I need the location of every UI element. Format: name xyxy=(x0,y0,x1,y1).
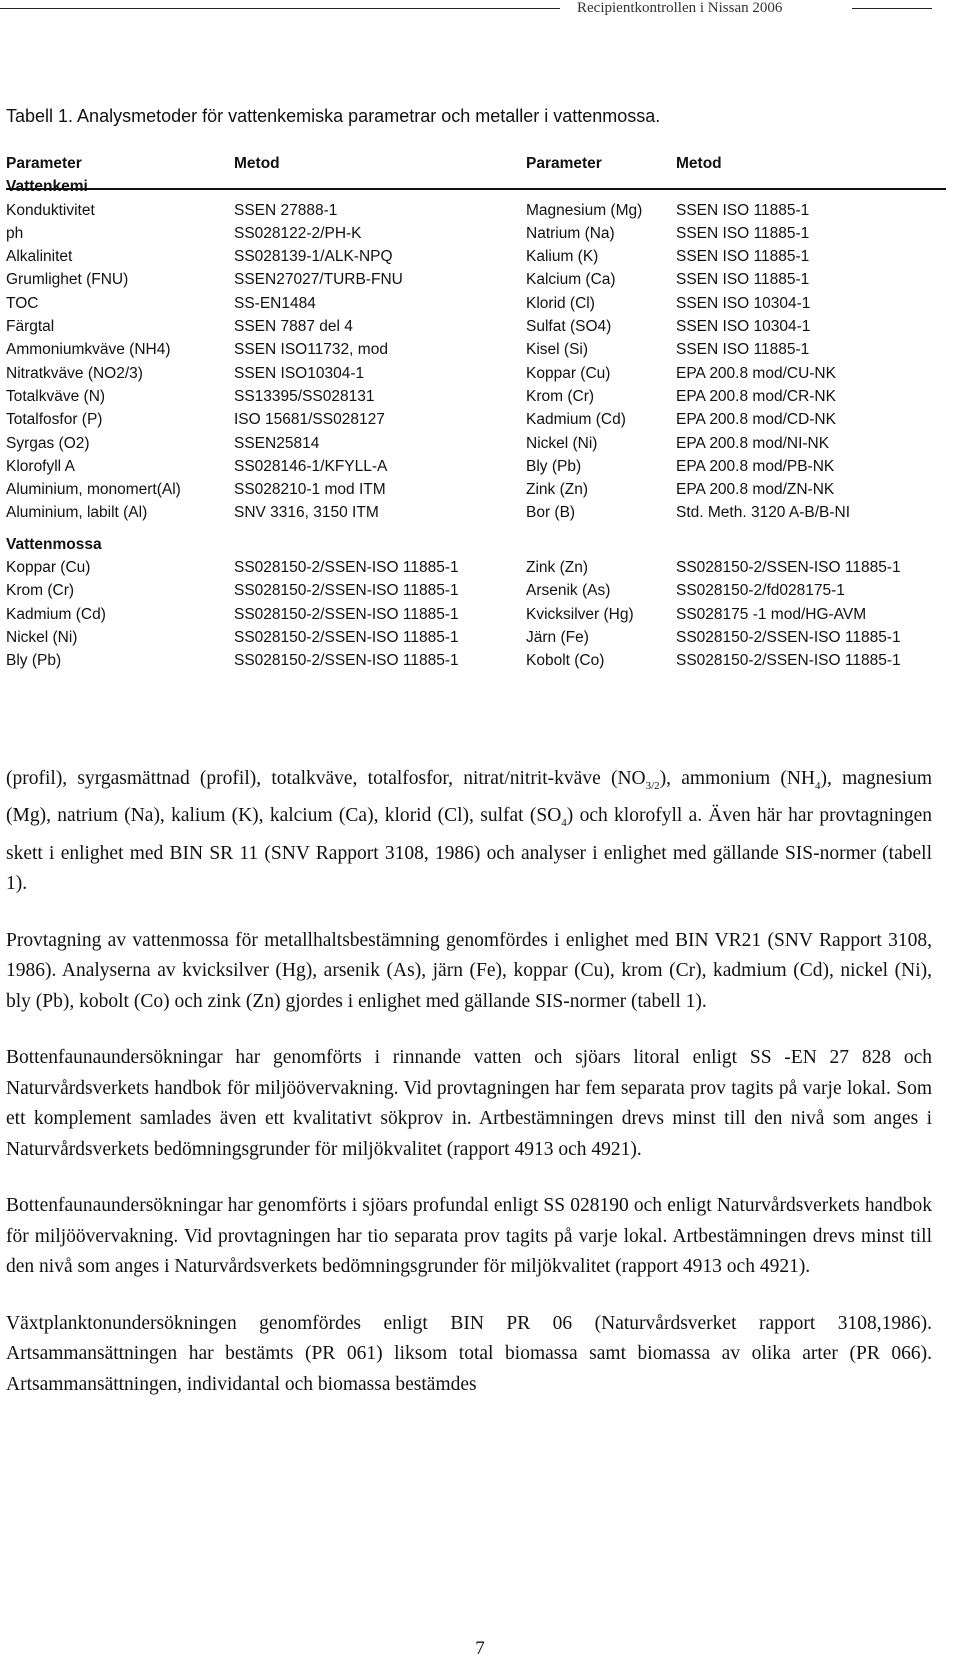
table-cell: SS028175 -1 mod/HG-AVM xyxy=(676,605,867,623)
table-row xyxy=(6,294,960,317)
table-cell: SS028150-2/SSEN-ISO 11885-1 xyxy=(234,559,459,577)
table-cell: SS028150-2/SSEN-ISO 11885-1 xyxy=(234,605,459,623)
column-header: Metod xyxy=(234,155,280,172)
table-cell: Sulfat (SO4) xyxy=(526,318,612,336)
table-cell: SSEN25814 xyxy=(234,434,320,452)
table-cell: Totalfosfor (P) xyxy=(6,411,103,429)
table-cell: EPA 200.8 mod/ZN-NK xyxy=(676,481,835,499)
table-cell: TOC xyxy=(6,294,39,312)
table-row xyxy=(6,410,960,433)
table-caption: Tabell 1. Analysmetoder för vattenkemiska parametrar och metaller i vattenmossa. xyxy=(6,106,661,126)
table-cell: Aluminium, labilt (Al) xyxy=(6,504,148,522)
table-cell: Nickel (Ni) xyxy=(6,628,78,646)
table-cell: Syrgas (O2) xyxy=(6,434,90,452)
table-cell: Zink (Zn) xyxy=(526,559,588,577)
table-row xyxy=(6,317,960,340)
table-cell: SS028150-2/SSEN-ISO 11885-1 xyxy=(676,652,901,670)
table-cell: SSEN ISO 10304-1 xyxy=(676,294,811,312)
table-row xyxy=(6,387,960,410)
table-cell: Kisel (Si) xyxy=(526,341,589,359)
table-cell: Zink (Zn) xyxy=(526,481,588,499)
table-cell: Färgtal xyxy=(6,318,55,336)
table-cell: Krom (Cr) xyxy=(6,582,75,600)
page-number: 7 xyxy=(475,1638,485,1659)
section-title-row xyxy=(6,177,960,200)
section-title: Vattenmossa xyxy=(6,535,102,553)
table-row xyxy=(6,434,960,457)
table-cell: SS-EN1484 xyxy=(234,294,316,312)
table-cell: Nickel (Ni) xyxy=(526,434,598,452)
table-cell: SS028122-2/PH-K xyxy=(234,224,362,242)
table-row xyxy=(6,558,960,581)
column-header: Parameter xyxy=(526,155,602,172)
table-cell: EPA 200.8 mod/NI-NK xyxy=(676,434,830,452)
table-cell: Kalcium (Ca) xyxy=(526,271,616,289)
table-cell: SSEN ISO 11885-1 xyxy=(676,201,810,219)
header-rule-left xyxy=(0,8,560,9)
table-cell: SS028146-1/KFYLL-A xyxy=(234,457,388,475)
table-cell: SSEN ISO11732, mod xyxy=(234,341,388,359)
table-cell: Arsenik (As) xyxy=(526,582,611,600)
table-cell: Kadmium (Cd) xyxy=(526,411,626,429)
table-cell: Bly (Pb) xyxy=(526,457,582,475)
table-row xyxy=(6,581,960,604)
table-cell: SSEN ISO 11885-1 xyxy=(676,341,810,359)
table-cell: Kvicksilver (Hg) xyxy=(526,605,634,623)
table-cell: SS028150-2/SSEN-ISO 11885-1 xyxy=(676,559,901,577)
table-cell: Natrium (Na) xyxy=(526,224,615,242)
methods-table xyxy=(6,154,960,675)
table-cell: SS028150-2/SSEN-ISO 11885-1 xyxy=(676,628,901,646)
table-cell: Bor (B) xyxy=(526,504,576,522)
header-rule-right xyxy=(852,8,932,9)
table-cell: Klorid (Cl) xyxy=(526,294,595,312)
paragraph-4: Bottenfaunaundersökningar har genomförts i sjöars profundal enligt SS 028190 och enligt Naturvårdsverkets handbok för miljöövervakning. Vid provtagningen har tio separata prov tagits på varje lokal. Artbestämningen drevs minst till den nivå som anges i Naturvårdsverkets bedömningsgrunder för miljökvalitet (rapport 4913 och 4921). xyxy=(6,1195,932,1278)
table-row xyxy=(6,224,960,247)
table-cell: SNV 3316, 3150 ITM xyxy=(234,504,379,522)
table-row xyxy=(6,651,960,674)
table-cell: EPA 200.8 mod/PB-NK xyxy=(676,457,835,475)
table-cell: SS028150-2/SSEN-ISO 11885-1 xyxy=(234,582,459,600)
table-row xyxy=(6,270,960,293)
table-row xyxy=(6,457,960,480)
paragraph-2: Provtagning av vattenmossa för metallhaltsbestämning genomfördes i enlighet med BIN VR21 (SNV Rapport 3108, 1986). Analyserna av kvicksilver (Hg), arsenik (As), järn (Fe), koppar (Cu), krom (Cr), kadmium (Cd), nickel (Ni), bly (Pb), kobolt (Co) och zink (Zn) gjordes i enlighet med gällande SIS-normer (tabell 1). xyxy=(6,929,932,1012)
table-cell: EPA 200.8 mod/CR-NK xyxy=(676,387,836,405)
table-cell: SSEN ISO 11885-1 xyxy=(676,248,810,266)
table-row xyxy=(6,247,960,270)
table-cell: Magnesium (Mg) xyxy=(526,201,643,219)
table-row xyxy=(6,364,960,387)
table-header-row xyxy=(6,154,960,177)
table-cell: Krom (Cr) xyxy=(526,387,595,405)
table-cell: SSEN ISO 10304-1 xyxy=(676,318,811,336)
column-header: Metod xyxy=(676,155,722,172)
table-cell: SSEN ISO 11885-1 xyxy=(676,224,810,242)
table-row xyxy=(6,480,960,503)
table-cell: SSEN 27888-1 xyxy=(234,201,338,219)
table-cell: Konduktivitet xyxy=(6,201,95,219)
table-cell: SSEN27027/TURB-FNU xyxy=(234,271,403,289)
table-cell: SS028139-1/ALK-NPQ xyxy=(234,248,393,266)
paragraph-1: (profil), syrgasmättnad (profil), totalkväve, totalfosfor, nitrat/nitrit-kväve $(NO_{3/2})$, ammonium $(NH_4)$, magnesium (Mg), natrium (Na), kalium (K), kalcium (Ca), klorid (Cl), sulfat $(SO_4)$ och klorofyll a. Även här har provtagningen skett i enlighet med BIN SR 11 (SNV Rapport 3108, 1986) och analyser i enlighet med gällande SIS-normer (tabell 1). xyxy=(6,768,932,895)
table-cell: Ammoniumkväve (NH4) xyxy=(6,341,171,359)
table-cell: ph xyxy=(6,224,24,242)
paragraph-3: Bottenfaunaundersökningar har genomförts i rinnande vatten och sjöars litoral enligt SS -EN 27 828 och Naturvårdsverkets handbok för miljöövervakning. Vid provtagningen har fem separata prov tagits på varje lokal. Som ett komplement samlades även ett kvalitativt sökprov in. Artbestämningen drevs minst till den nivå som anges i Naturvårdsverkets bedömningsgrunder för miljökvalitet (rapport 4913 och 4921). xyxy=(6,1047,932,1160)
table-row xyxy=(6,503,960,526)
table-cell: Std. Meth. 3120 A-B/B-NI xyxy=(676,504,851,522)
section-title: Vattenkemi xyxy=(6,178,88,196)
table-cell: Totalkväve (N) xyxy=(6,387,106,405)
column-header: Parameter xyxy=(6,155,82,172)
table-cell: Koppar (Cu) xyxy=(526,364,611,382)
table-row xyxy=(6,201,960,224)
table-row xyxy=(6,628,960,651)
section-title-row xyxy=(6,535,960,558)
table-cell: ISO 15681/SS028127 xyxy=(234,411,385,429)
table-cell: SSEN 7887 del 4 xyxy=(234,318,353,336)
table-cell: Järn (Fe) xyxy=(526,628,589,646)
paragraph-5: Växtplanktonundersökningen genomfördes enligt BIN PR 06 (Naturvårdsverket rapport 3108,1986). Artsammansättningen har bestämts (PR 061) liksom total biomassa samt biomassa av olika arter (PR 066). Artsammansättningen, individantal och biomassa bestämdes xyxy=(6,1312,932,1395)
table-row xyxy=(6,340,960,363)
table-cell: Kadmium (Cd) xyxy=(6,605,106,623)
body-text xyxy=(6,764,932,1426)
table-cell: Alkalinitet xyxy=(6,248,73,266)
header-title: Recipientkontrollen i Nissan 2006 xyxy=(577,0,783,16)
table-cell: Bly (Pb) xyxy=(6,652,62,670)
table-cell: SS028150-2/SSEN-ISO 11885-1 xyxy=(234,652,459,670)
table-cell: EPA 200.8 mod/CU-NK xyxy=(676,364,836,382)
table-cell: Nitratkväve (NO2/3) xyxy=(6,364,143,382)
section-spacer xyxy=(6,527,960,535)
table-cell: Kalium (K) xyxy=(526,248,599,266)
table-cell: SS028150-2/fd028175-1 xyxy=(676,582,845,600)
table-cell: SS028150-2/SSEN-ISO 11885-1 xyxy=(234,628,459,646)
table-row xyxy=(6,605,960,628)
table-cell: SS028210-1 mod ITM xyxy=(234,481,386,499)
table-cell: Grumlighet (FNU) xyxy=(6,271,129,289)
table-cell: EPA 200.8 mod/CD-NK xyxy=(676,411,836,429)
table-cell: Aluminium, monomert(Al) xyxy=(6,481,181,499)
table-cell: Klorofyll A xyxy=(6,457,75,475)
table-cell: Kobolt (Co) xyxy=(526,652,605,670)
page-header xyxy=(0,0,960,24)
table-cell: Koppar (Cu) xyxy=(6,559,91,577)
table-cell: SSEN ISO 11885-1 xyxy=(676,271,810,289)
table-cell: SSEN ISO10304-1 xyxy=(234,364,365,382)
table-cell: SS13395/SS028131 xyxy=(234,387,375,405)
